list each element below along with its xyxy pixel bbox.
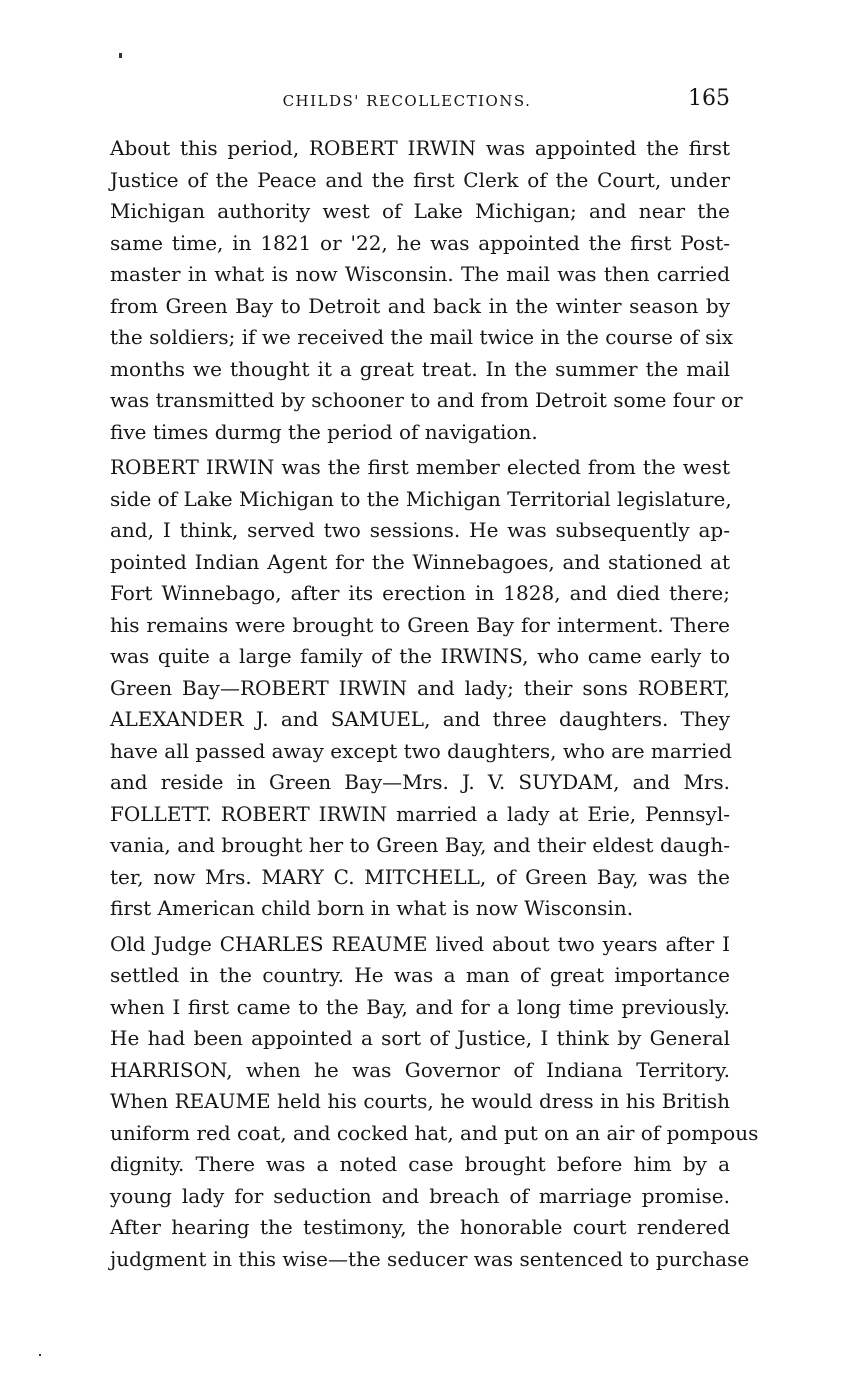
page-speck [39,1354,41,1356]
text-line: was transmitted by schooner to and from Detroit some four or [110,388,743,412]
paragraph-2 [84,452,730,925]
text-line: the soldiers; if we received the mail twice in the course of six [110,325,734,349]
text-line: from Green Bay to Detroit and back in the winter season by [110,293,730,318]
text-line: About this period, ROBERT IRWIN was appointed the first [110,136,730,160]
text-line: first American child born in what is now Wisconsin. [110,896,634,920]
text-line: master in what is now Wisconsin. The mail was then carried [110,262,730,286]
text-line: When REAUME held his courts, he would dress in his British [110,1089,730,1113]
page-speck [119,53,122,58]
text-line: was quite a large family of the IRWINS, who came early to [110,644,730,668]
text-line: Old Judge CHARLES REAUME lived about two years after I [110,931,730,956]
text-line: Green Bay—ROBERT IRWIN and lady; their sons ROBERT, [110,675,730,700]
text-line: He had been appointed a sort of Justice, I think by General [110,1026,730,1050]
text-line: his remains were brought to Green Bay for interment. There [110,612,730,637]
paragraph-3 [84,929,759,1276]
text-line: ALEXANDER J. and SAMUEL, and three daughters. They [110,707,730,731]
text-line: side of Lake Michigan to the Michigan Territorial legislature, [110,486,732,511]
text-line: FOLLETT. ROBERT IRWIN married a lady at Erie, Pennsyl- [110,801,730,826]
text-line: dignity. There was a noted case brought before him by a [110,1152,730,1176]
paragraph-1 [84,133,743,448]
running-head: CHILDS' RECOLLECTIONS. [282,92,532,110]
book-page [84,84,759,1279]
text-line: and, I think, served two sessions. He was subsequently ap- [110,518,730,542]
text-line: vania, and brought her to Green Bay, and their eldest daugh- [110,833,730,857]
text-line: have all passed away except two daughters, who are married [110,738,732,763]
text-line: ROBERT IRWIN was the first member elected from the west [110,455,730,479]
text-line: settled in the country. He was a man of great importance [110,963,730,987]
text-line: Michigan authority west of Lake Michigan; and near the [110,199,730,223]
text-line: same time, in 1821 or '22, he was appointed the first Post- [110,230,730,255]
text-line: and reside in Green Bay—Mrs. J. V. SUYDAM, and Mrs. [110,770,730,794]
text-line: five times durmg the period of navigation. [110,419,538,444]
text-line: young lady for seduction and breach of marriage promise. [110,1183,730,1208]
text-line: when I first came to the Bay, and for a long time previously. [110,994,730,1019]
text-line: HARRISON, when he was Governor of Indiana Territory. [110,1057,730,1082]
text-line: pointed Indian Agent for the Winnebagoes, and stationed at [110,549,730,574]
page-header [84,84,730,118]
text-line: Justice of the Peace and the first Clerk of the Court, under [110,167,730,192]
body-text [84,133,759,1275]
page-number: 165 [688,86,730,111]
text-line: uniform red coat, and cocked hat, and put on an air of pompous [110,1120,759,1145]
text-line: After hearing the testimony, the honorable court rendered [110,1215,730,1239]
text-line: judgment in this wise—the seducer was sentenced to purchase [110,1246,750,1271]
text-line: months we thought it a great treat. In the summer the mail [110,356,730,381]
text-line: Fort Winnebago, after its erection in 1828, and died there; [110,581,730,605]
text-line: ter, now Mrs. MARY C. MITCHELL, of Green Bay, was the [110,864,730,889]
